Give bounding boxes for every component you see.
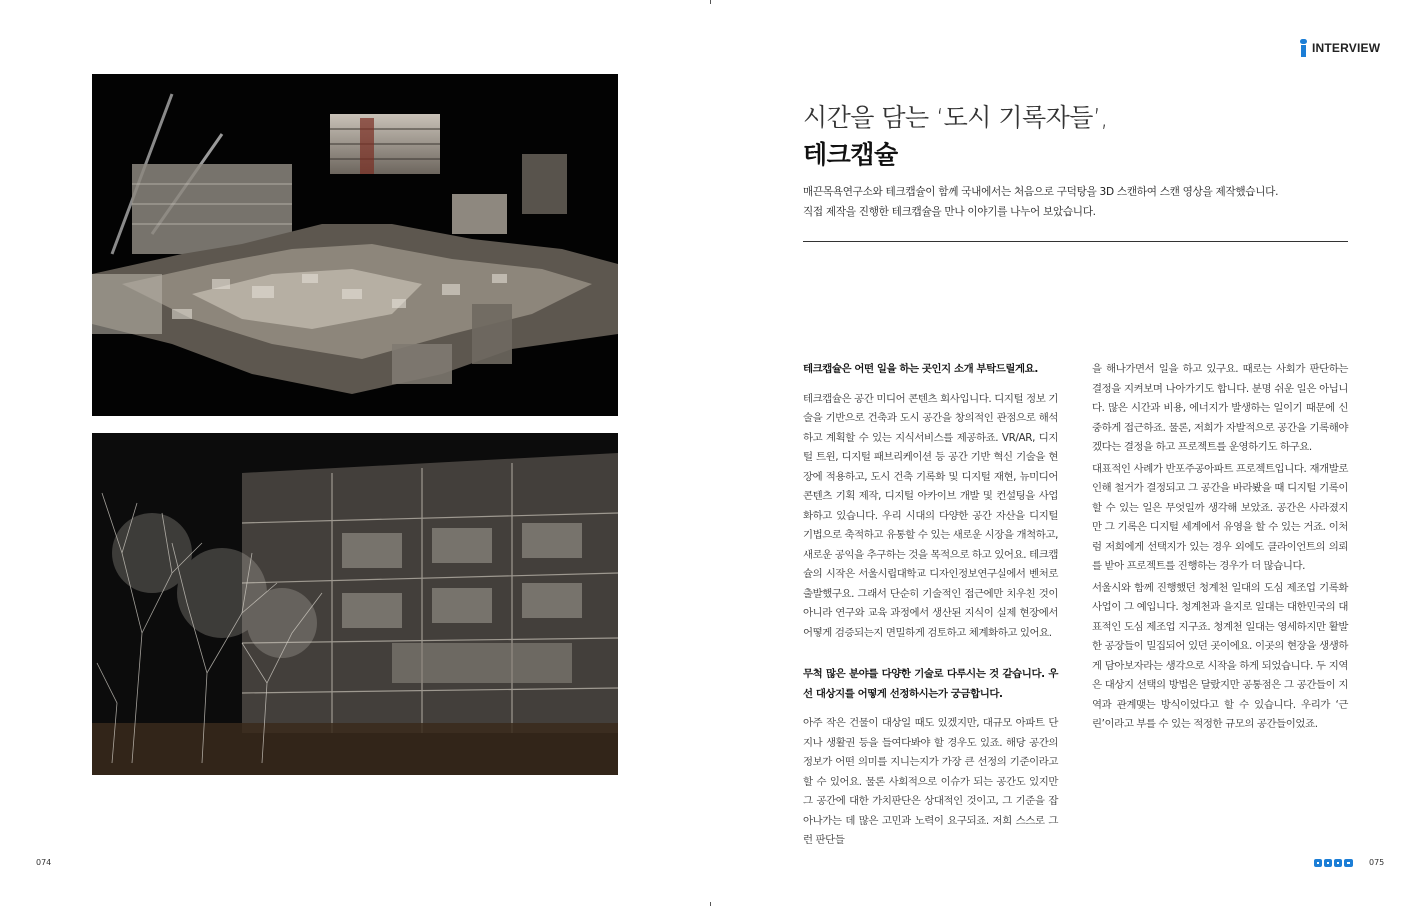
- section-tag: [1300, 38, 1380, 58]
- body-column-left: [803, 360, 1058, 851]
- magazine-logo: [1314, 857, 1354, 869]
- title-line-1: 시간을 담는 ‘도시 기록자들’,: [803, 103, 1108, 132]
- title-line-2: 테크캡슐: [803, 140, 898, 169]
- section-mark-icon: [1300, 39, 1307, 57]
- answer-1: 테크캡슐은 공간 미디어 콘텐츠 회사입니다. 디지털 정보 기술을 기반으로 건축과 도시 공간을 창의적인 관점으로 해석하고 계획할 수 있는 지식서비스를 제공하죠. VR/AR, 디지털 트윈, 디지털 패브리케이션 등 공간 기반 혁신 기술을 현장에 적용하고, 도시 건축 기록화 및 디지털 재현, 뉴미디어 콘텐츠 기획 제작, 디지털 아카이브 개발 및 컨설팅을 사업화하고 있습니다. 우리 시대의 다양한 공간 자산을 디지털 기법으로 축적하고 유통할 수 있는 새로운 시장을 개척하고, 새로운 공익을 추구하는 것을 목적으로 하고 있어요. 테크캡슐의 시작은 서울시립대학교 디자인정보연구실에서 벤처로 출발했구요. 그래서 단순히 기술적인 접근에만 치우친 것이 아니라 연구와 교육 과정에서 생산된 지식이 실제 현장에서 어떻게 검증되는지 면밀하게 검토하고 체계화하고 있어요.: [803, 392, 1058, 639]
- page-number-left: 074: [36, 858, 52, 867]
- answer-2-part-2: 을 해나가면서 일을 하고 있구요. 때로는 사회가 판단하는 결정을 지켜보며 나아가기도 합니다. 분명 쉬운 일은 아닙니다. 많은 시간과 비용, 에너지가 발생하는 일이기 때문에 신중하게 접근하죠. 물론, 저희가 자발적으로 공간을 기록해야겠다는 결정을 하고 프로젝트를 운영하기도 하구요.: [1092, 363, 1348, 453]
- fold-mark-bottom: [710, 902, 711, 906]
- question-2: 무척 많은 분야를 다양한 기술로 다루시는 것 같습니다. 우선 대상지를 어떻게 선정하시는가 궁금합니다.: [803, 668, 1058, 700]
- divider-rule: [803, 241, 1348, 242]
- page-number-right: 075: [1369, 858, 1385, 867]
- answer-3: 대표적인 사례가 반포주공아파트 프로젝트입니다. 재개발로 인해 철거가 결정되고 그 공간을 바라봤을 때 디지털 기록이 할 수 있는 일은 무엇일까 생각해 보았죠. 공간은 사라졌지만 그 기록은 디지털 세계에서 유영을 할 수 있는 거죠. 이처럼 저희에게 선택지가 있는 경우 외에도 클라이언트의 의뢰를 받아 프로젝트를 진행하는 경우가 더 많습니다.: [1092, 462, 1348, 572]
- section-label: INTERVIEW: [1312, 41, 1381, 55]
- lead-line-2: 직접 제작을 진행한 테크캡슐을 만나 이야기를 나누어 보았습니다.: [803, 206, 1096, 218]
- answer-4: 서울시와 함께 진행했던 청계천 일대의 도심 제조업 기록화 사업이 그 예입니다. 청계천과 을지로 일대는 대한민국의 대표적인 도심 제조업 지구죠. 청계천 일대는 영세하지만 활발한 공장들이 밀집되어 있던 곳이에요. 이곳의 현장을 생생하게 담아보자라는 생각으로 시작을 하게 되었습니다. 두 지역은 대상지 선택의 방법은 달랐지만 공통점은 그 공간들이 지역과 관계맺는 방식이었다고 할 수 있습니다. 우리가 ‘근린’이라고 부를 수 있는 적정한 규모의 공간들이었죠.: [1092, 581, 1348, 730]
- scan-photo-neighborhood: [92, 74, 618, 416]
- lead-line-1: 매끈목욕연구소와 테크캡슐이 함께 국내에서는 처음으로 구덕탕을 3D 스캔하여 스캔 영상을 제작했습니다.: [803, 186, 1279, 198]
- article-title: [803, 100, 1363, 174]
- question-1: 테크캡슐은 어떤 일을 하는 곳인지 소개 부탁드릴게요.: [803, 363, 1038, 375]
- fold-mark-top: [710, 0, 711, 4]
- answer-2-part-1: 아주 작은 건물이 대상일 때도 있겠지만, 대규모 아파트 단지나 생활권 등을 들여다봐야 할 경우도 있죠. 해당 공간의 정보가 어떤 의미를 지니는지가 가장 큰 선정의 기준이라고 할 수 있어요. 물론 사회적으로 이슈가 되는 공간도 있지만 그 공간에 대한 가치판단은 상대적인 것이고, 그 기준을 잡아나가는 데 많은 고민과 노력이 요구되죠. 저희 스스로 그런 판단들: [803, 717, 1058, 846]
- scan-photo-apartment: [92, 433, 618, 775]
- lead-paragraph: [803, 182, 1363, 222]
- body-column-right: [1092, 360, 1348, 735]
